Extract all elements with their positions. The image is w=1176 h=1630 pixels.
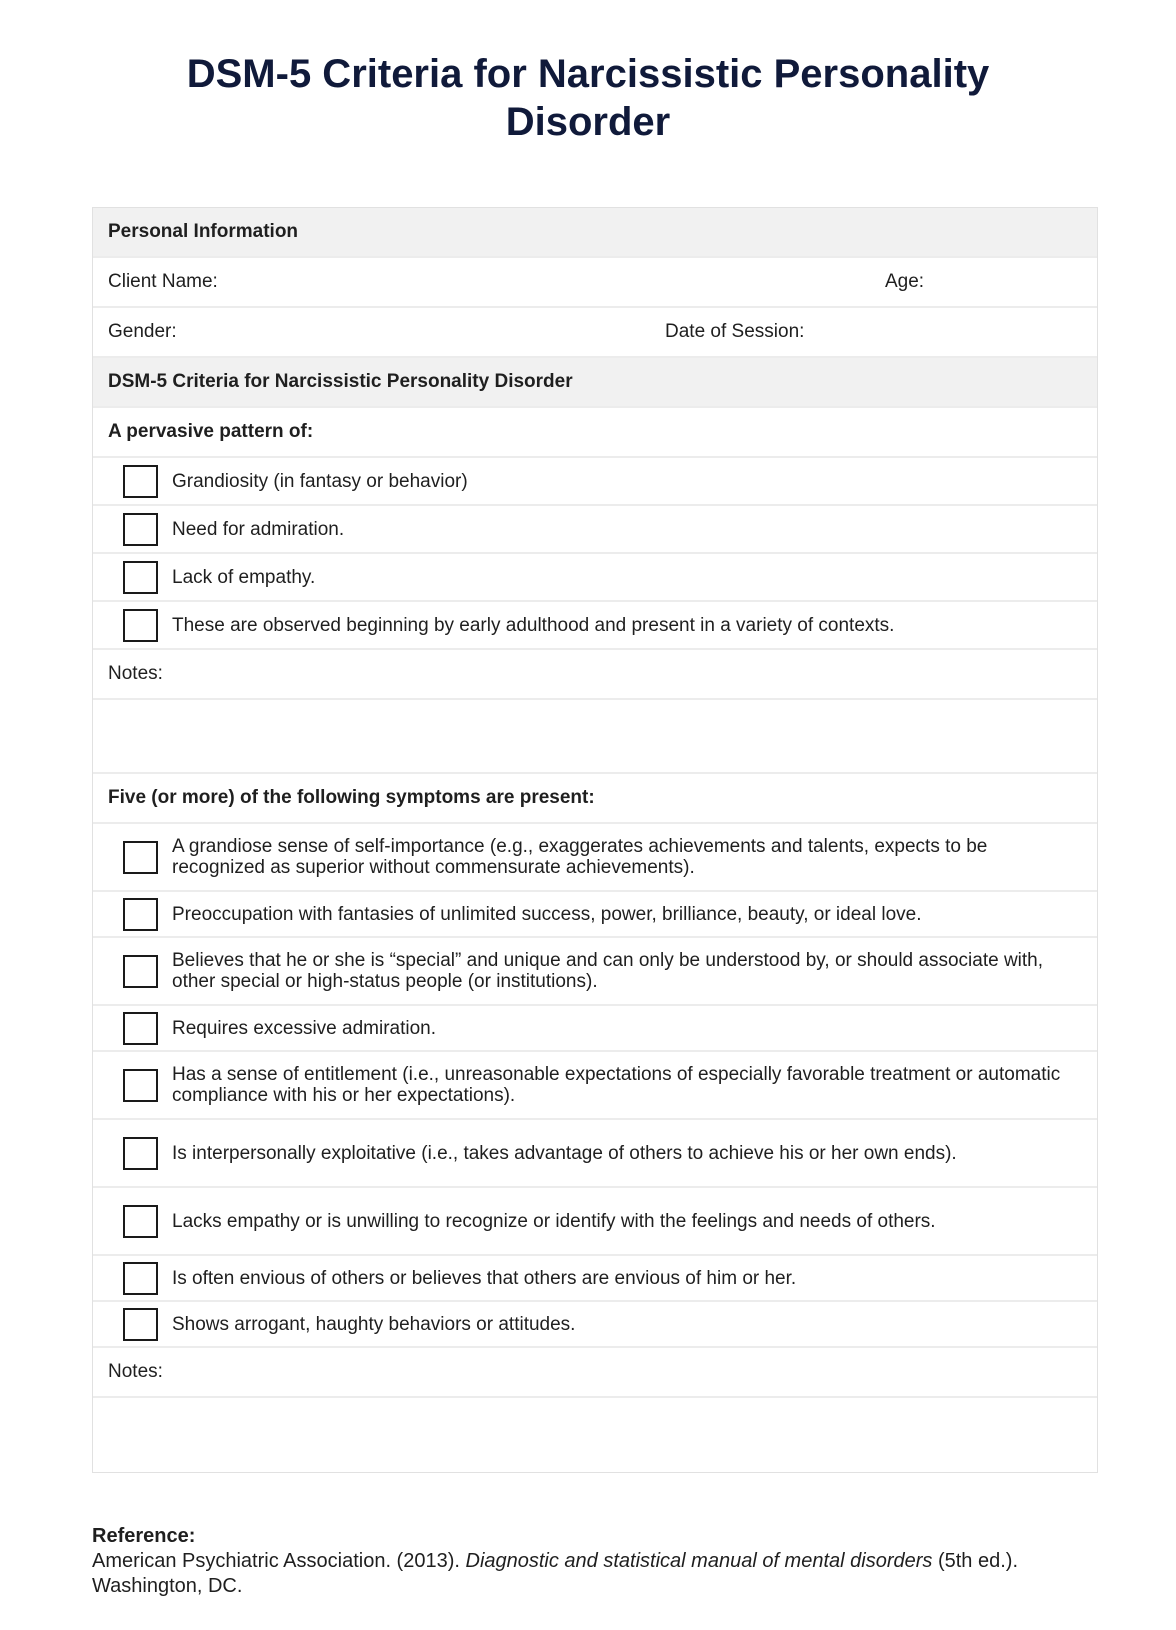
symptom-item [93, 1052, 1097, 1120]
checkbox[interactable] [123, 1069, 158, 1102]
pattern-item-text: Lack of empathy. [172, 566, 316, 588]
checkbox[interactable] [123, 561, 158, 594]
symptom-item [93, 892, 1097, 938]
symptom-item-text: Has a sense of entitlement (i.e., unreasonable expectations of especially favorable treatment or automatic compliance with his or her expectations). [172, 1064, 1061, 1106]
checkbox[interactable] [123, 513, 158, 546]
pattern-item-text: These are observed beginning by early adulthood and present in a variety of contexts. [172, 614, 895, 636]
personal-info-header [93, 208, 1097, 258]
page-title: DSM-5 Criteria for Narcissistic Personality Disorder [186, 52, 990, 144]
criteria-heading: DSM-5 Criteria for Narcissistic Personality Disorder [108, 371, 573, 392]
checkbox[interactable] [123, 465, 158, 498]
symptom-item [93, 938, 1097, 1006]
pattern-item [93, 602, 1097, 650]
notes-label-row-1 [93, 650, 1097, 700]
reference-publication: (5th ed.). Washington, DC. [92, 1550, 1019, 1597]
symptom-item-text: Shows arrogant, haughty behaviors or attitudes. [172, 1313, 576, 1335]
notes-area-2[interactable] [93, 1398, 1097, 1472]
pattern-subheader [93, 408, 1097, 458]
pattern-item [93, 506, 1097, 554]
notes-label: Notes: [108, 663, 163, 684]
notes-area-1[interactable] [93, 700, 1097, 774]
checkbox[interactable] [123, 609, 158, 642]
checkbox[interactable] [123, 1205, 158, 1238]
age-label: Age: [885, 271, 925, 292]
assessment-form [92, 207, 1098, 1473]
checkbox[interactable] [123, 1262, 158, 1295]
personal-info-heading: Personal Information [108, 221, 299, 242]
pattern-item [93, 554, 1097, 602]
checkbox[interactable] [123, 898, 158, 931]
symptom-item [93, 824, 1097, 892]
symptom-item-text: Requires excessive admiration. [172, 1017, 437, 1039]
checkbox[interactable] [123, 955, 158, 988]
symptom-item-text: Believes that he or she is “special” and unique and can only be understood by, or should associate with, other special or high-status people (or institutions). [172, 950, 1044, 992]
pattern-item [93, 458, 1097, 506]
pattern-heading: A pervasive pattern of: [108, 421, 314, 442]
symptom-item [93, 1256, 1097, 1302]
symptom-item [93, 1120, 1097, 1188]
gender-label: Gender: [108, 321, 177, 342]
client-name-row[interactable] [93, 258, 1097, 308]
reference-heading: Reference: [92, 1525, 196, 1547]
reference-author: American Psychiatric Association. (2013). [92, 1550, 466, 1572]
reference-book-title: Diagnostic and statistical manual of mental disorders [465, 1550, 933, 1572]
symptom-item-text: A grandiose sense of self-importance (e.g., exaggerates achievements and talents, expects to be recognized as superior without commensurate achievements). [172, 836, 988, 878]
symptom-item-text: Lacks empathy or is unwilling to recognize or identify with the feelings and needs of others. [172, 1210, 936, 1232]
symptom-item-text: Is interpersonally exploitative (i.e., takes advantage of others to achieve his or her own ends). [172, 1142, 957, 1164]
checkbox[interactable] [123, 1137, 158, 1170]
reference-citation [92, 1549, 1102, 1599]
symptoms-subheader [93, 774, 1097, 824]
symptom-item-text: Is often envious of others or believes that others are envious of him or her. [172, 1267, 797, 1289]
reference-section [92, 1524, 1102, 1599]
symptom-item-text: Preoccupation with fantasies of unlimited success, power, brilliance, beauty, or ideal love. [172, 903, 922, 925]
date-of-session-label: Date of Session: [665, 321, 805, 342]
pattern-item-text: Need for admiration. [172, 518, 345, 540]
gender-row[interactable] [93, 308, 1097, 358]
symptom-item [93, 1188, 1097, 1256]
checkbox[interactable] [123, 841, 158, 874]
symptoms-heading: Five (or more) of the following symptoms are present: [108, 787, 595, 808]
criteria-header [93, 358, 1097, 408]
pattern-item-text: Grandiosity (in fantasy or behavior) [172, 470, 468, 492]
checkbox[interactable] [123, 1308, 158, 1341]
notes-label: Notes: [108, 1361, 163, 1382]
checkbox[interactable] [123, 1012, 158, 1045]
symptom-item [93, 1302, 1097, 1348]
symptom-item [93, 1006, 1097, 1052]
notes-label-row-2 [93, 1348, 1097, 1398]
client-name-label: Client Name: [108, 271, 218, 292]
